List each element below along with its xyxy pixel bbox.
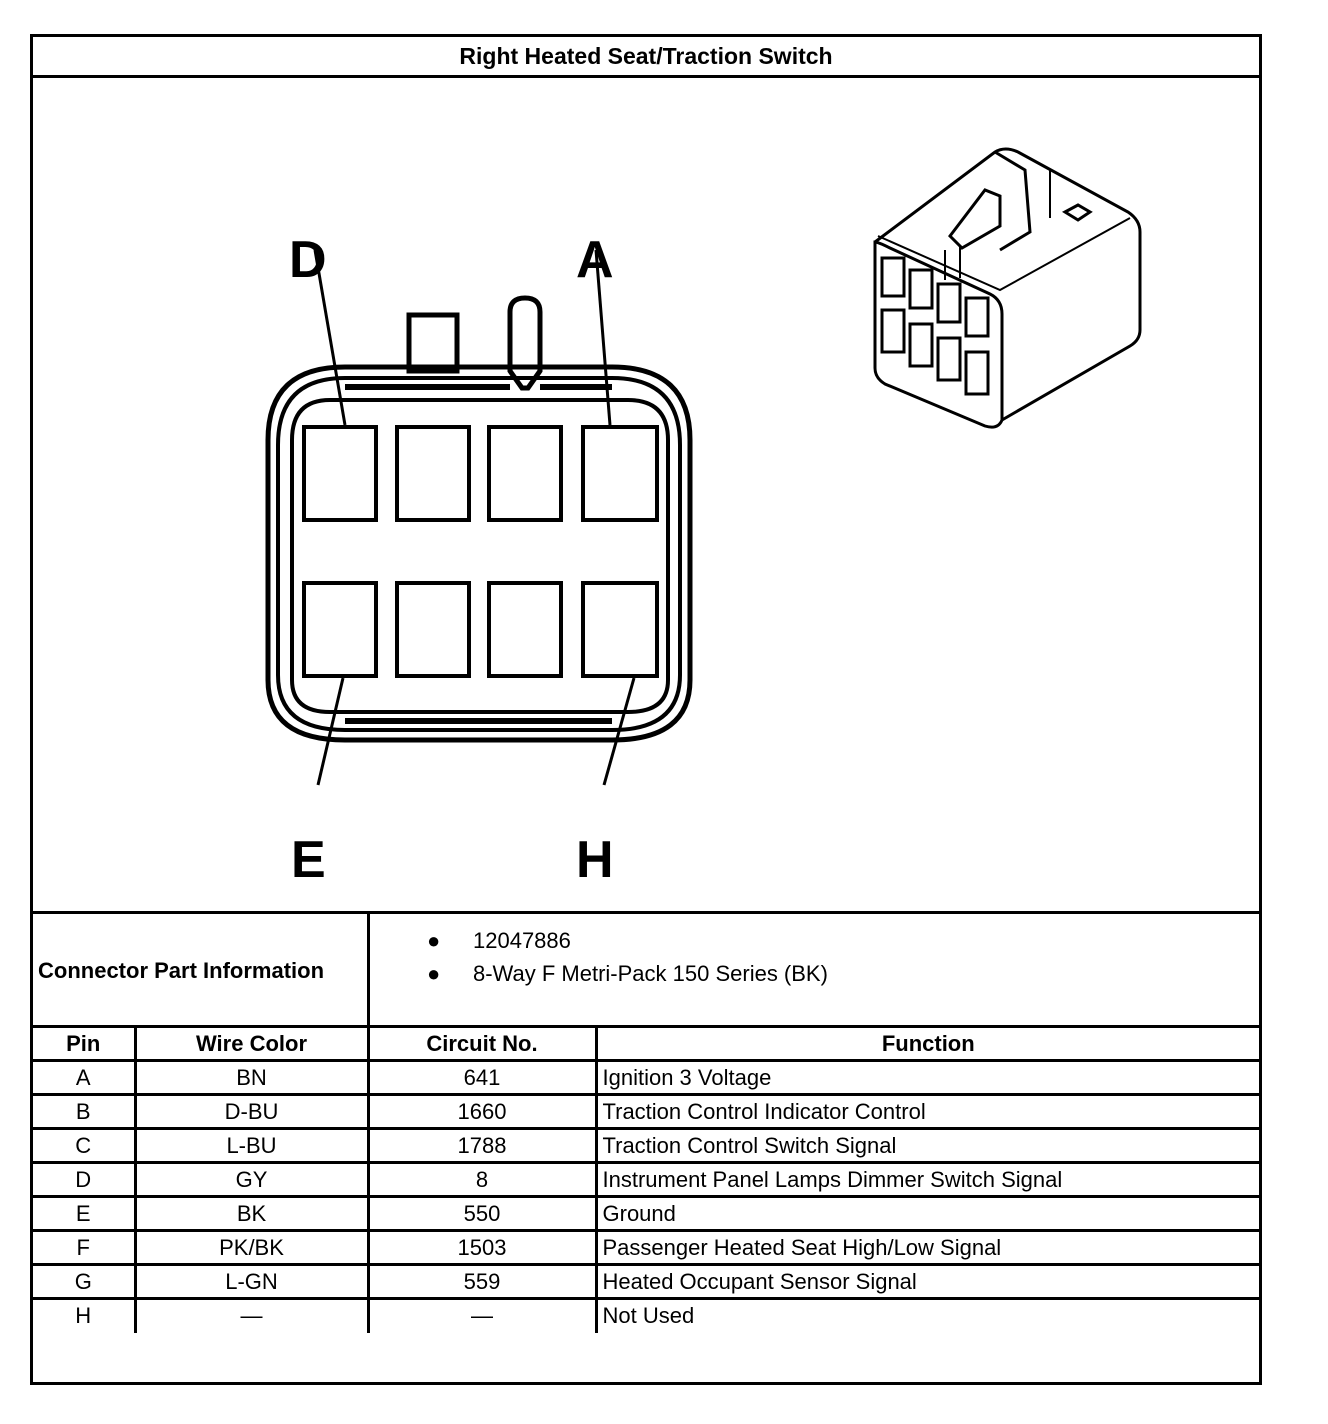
table-row: G L-GN 559 Heated Occupant Sensor Signal xyxy=(33,1265,1259,1299)
pinout-table xyxy=(33,1025,1259,1333)
header-pin: Pin xyxy=(33,1027,135,1061)
cavity-c xyxy=(397,427,469,520)
part-number: 12047886 xyxy=(473,928,571,953)
pin-label-h: H xyxy=(576,831,614,889)
connector-isometric xyxy=(875,149,1140,427)
latch-key xyxy=(510,298,540,388)
header-function: Function xyxy=(596,1027,1259,1061)
connector-part-info-label: Connector Part Information xyxy=(33,914,370,1027)
table-row: F PK/BK 1503 Passenger Heated Seat High/Low Signal xyxy=(33,1231,1259,1265)
header-wire-color: Wire Color xyxy=(135,1027,368,1061)
latch-tab xyxy=(409,315,457,371)
table-header-row xyxy=(33,1027,1259,1061)
header-circuit-no: Circuit No. xyxy=(368,1027,596,1061)
connector-frame xyxy=(30,34,1262,1385)
connector-face-svg xyxy=(33,78,1259,912)
pin-label-a: A xyxy=(576,231,614,289)
table-row: H — — Not Used xyxy=(33,1299,1259,1333)
page-title: Right Heated Seat/Traction Switch xyxy=(33,37,1259,78)
table-row: E BK 550 Ground xyxy=(33,1197,1259,1231)
cavity-g xyxy=(489,583,561,676)
cavity-d xyxy=(304,427,376,520)
table-row: D GY 8 Instrument Panel Lamps Dimmer Switch Signal xyxy=(33,1163,1259,1197)
table-row: A BN 641 Ignition 3 Voltage xyxy=(33,1061,1259,1095)
table-row: B D-BU 1660 Traction Control Indicator Control xyxy=(33,1095,1259,1129)
cavity-h xyxy=(583,583,657,676)
cavity-f xyxy=(397,583,469,676)
connector-part-info xyxy=(33,911,1259,1027)
connector-diagram xyxy=(33,78,1259,912)
pin-label-e: E xyxy=(291,831,326,889)
table-row: C L-BU 1788 Traction Control Switch Signal xyxy=(33,1129,1259,1163)
pin-label-d: D xyxy=(289,231,327,289)
cavity-e xyxy=(304,583,376,676)
list-item: ● 8-Way F Metri-Pack 150 Series (BK) xyxy=(427,961,828,986)
connector-series: 8-Way F Metri-Pack 150 Series (BK) xyxy=(473,961,828,986)
list-item: ● 12047886 xyxy=(427,928,571,953)
housing-outer xyxy=(268,367,690,740)
cavity-a xyxy=(583,427,657,520)
cavity-b xyxy=(489,427,561,520)
connector-part-info-list xyxy=(423,924,828,990)
